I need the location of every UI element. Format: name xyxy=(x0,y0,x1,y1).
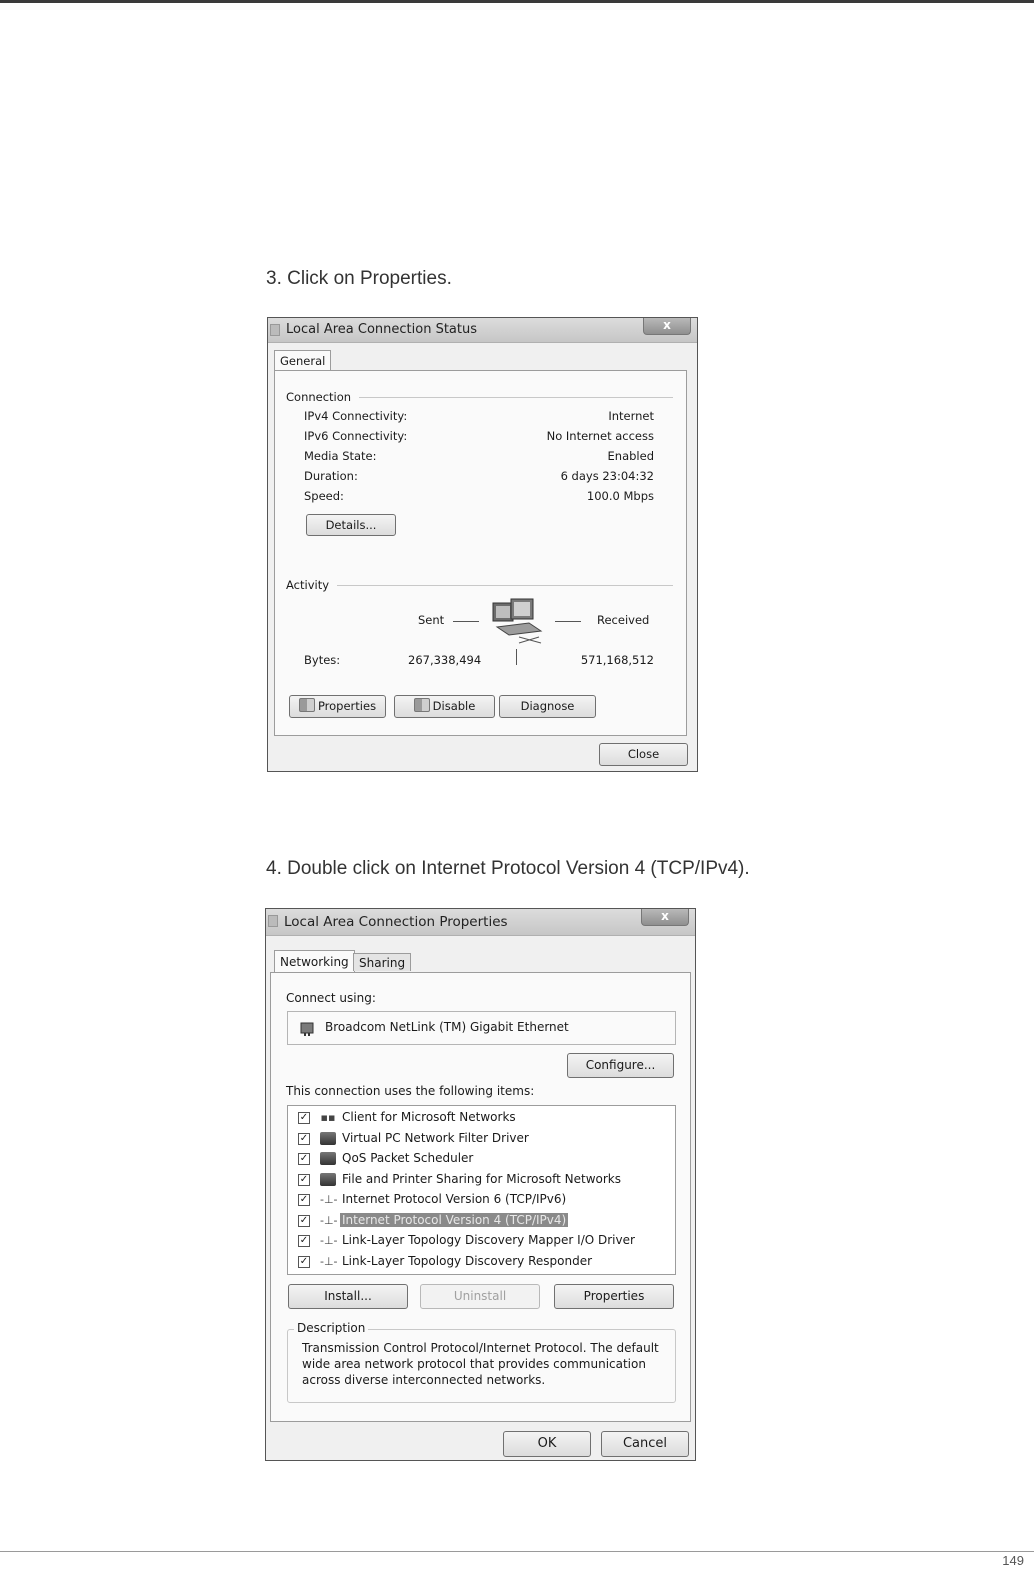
page-number: 149 xyxy=(1002,1553,1024,1568)
ipv4-connectivity-label: IPv4 Connectivity: xyxy=(304,409,408,423)
protocol-icon: -⊥- xyxy=(320,1255,338,1268)
connection-status-dialog xyxy=(267,317,698,772)
items-label: This connection uses the following items: xyxy=(286,1084,535,1098)
item-label: Link-Layer Topology Discovery Responder xyxy=(342,1254,593,1268)
uninstall-button[interactable]: Uninstall xyxy=(420,1284,540,1309)
tab-general[interactable]: General xyxy=(274,350,331,370)
speed-label: Speed: xyxy=(304,489,344,503)
sent-label: Sent xyxy=(418,613,445,627)
tab-networking[interactable]: Networking xyxy=(274,950,355,973)
ipv4-connectivity-value: Internet xyxy=(608,409,654,423)
media-state-label: Media State: xyxy=(304,449,377,463)
speed-value: 100.0 Mbps xyxy=(586,489,654,503)
item-label: Virtual PC Network Filter Driver xyxy=(342,1131,529,1145)
connection-group-label: Connection xyxy=(286,390,359,404)
description-line-3: across diverse interconnected networks. xyxy=(302,1373,546,1387)
item-label: Client for Microsoft Networks xyxy=(342,1110,516,1124)
bytes-received-value: 571,168,512 xyxy=(580,653,654,667)
checkbox[interactable]: ✓ xyxy=(299,1174,309,1185)
protocol-icon: -⊥- xyxy=(320,1193,338,1206)
adapter-field[interactable] xyxy=(287,1011,676,1045)
received-line xyxy=(555,621,581,622)
properties-button-label: Properties xyxy=(317,699,377,713)
item-label: Internet Protocol Version 6 (TCP/IPv6) xyxy=(342,1192,567,1206)
dialog-title: Local Area Connection Properties xyxy=(284,914,508,930)
ipv6-connectivity-value: No Internet access xyxy=(546,429,654,443)
duration-label: Duration: xyxy=(304,469,358,483)
title-bar[interactable] xyxy=(268,318,697,343)
service-icon xyxy=(320,1173,336,1186)
shield-icon xyxy=(414,698,430,712)
connection-properties-dialog xyxy=(265,908,696,1461)
service-icon xyxy=(320,1152,336,1165)
duration-value: 6 days 23:04:32 xyxy=(560,469,654,483)
general-tab-panel xyxy=(274,370,687,736)
activity-group-label: Activity xyxy=(286,578,337,592)
checkbox[interactable]: ✓ xyxy=(299,1256,309,1267)
system-menu-icon[interactable] xyxy=(268,915,278,927)
item-label: Internet Protocol Version 4 (TCP/IPv4) xyxy=(342,1213,567,1227)
close-window-button[interactable]: x xyxy=(643,318,691,335)
details-button[interactable]: Details... xyxy=(306,514,396,536)
checkbox[interactable]: ✓ xyxy=(299,1235,309,1246)
step-3-instruction: 3. Click on Properties. xyxy=(266,268,452,289)
networking-tab-panel xyxy=(270,972,691,1422)
protocol-icon: -⊥- xyxy=(320,1214,338,1227)
description-label: Description xyxy=(294,1321,368,1335)
properties-button[interactable] xyxy=(289,695,386,718)
connect-using-label: Connect using: xyxy=(286,991,376,1005)
configure-button[interactable]: Configure... xyxy=(567,1053,674,1078)
bytes-label: Bytes: xyxy=(304,653,341,667)
service-icon xyxy=(320,1132,336,1145)
checkbox[interactable]: ✓ xyxy=(299,1133,309,1144)
checkbox[interactable]: ✓ xyxy=(299,1153,309,1164)
bytes-divider xyxy=(516,649,517,665)
tab-sharing[interactable]: Sharing xyxy=(353,953,411,971)
system-menu-icon[interactable] xyxy=(270,324,280,336)
disable-button-label: Disable xyxy=(432,699,476,713)
item-label: QoS Packet Scheduler xyxy=(342,1151,474,1165)
ipv6-connectivity-label: IPv6 Connectivity: xyxy=(304,429,408,443)
shield-icon xyxy=(299,698,315,712)
network-adapter-icon xyxy=(299,1019,317,1037)
item-label: Link-Layer Topology Discovery Mapper I/O Driver xyxy=(342,1233,635,1247)
description-line-1: Transmission Control Protocol/Internet Protocol. The default xyxy=(302,1341,659,1355)
bytes-sent-value: 267,338,494 xyxy=(408,653,482,667)
checkbox[interactable]: ✓ xyxy=(299,1215,309,1226)
description-line-2: wide area network protocol that provides communication xyxy=(302,1357,646,1371)
close-button[interactable]: Close xyxy=(599,743,688,766)
protocol-icon: -⊥- xyxy=(320,1234,338,1247)
description-group xyxy=(287,1321,676,1403)
sent-line xyxy=(453,621,479,622)
item-label: File and Printer Sharing for Microsoft Networks xyxy=(342,1172,621,1186)
close-window-button[interactable]: x xyxy=(641,909,689,926)
components-list[interactable] xyxy=(287,1105,676,1275)
network-client-icon: ▪▪ xyxy=(320,1111,336,1124)
title-bar[interactable] xyxy=(266,909,695,936)
connection-divider xyxy=(355,397,673,398)
network-computers-icon xyxy=(489,597,551,647)
checkbox[interactable]: ✓ xyxy=(299,1112,309,1123)
received-label: Received xyxy=(597,613,650,627)
media-state-value: Enabled xyxy=(607,449,654,463)
step-4-instruction: 4. Double click on Internet Protocol Version 4 (TCP/IPv4). xyxy=(266,858,750,879)
activity-divider xyxy=(337,585,673,586)
ok-button[interactable]: OK xyxy=(503,1431,591,1457)
dialog-title: Local Area Connection Status xyxy=(286,322,477,337)
install-button[interactable]: Install... xyxy=(288,1284,408,1309)
adapter-name: Broadcom NetLink (TM) Gigabit Ethernet xyxy=(325,1020,569,1034)
diagnose-button[interactable]: Diagnose xyxy=(499,695,596,718)
item-properties-button[interactable]: Properties xyxy=(554,1284,674,1309)
top-rule xyxy=(0,0,1034,3)
bottom-rule xyxy=(0,1551,1034,1552)
cancel-button[interactable]: Cancel xyxy=(601,1431,689,1457)
disable-button[interactable] xyxy=(394,695,495,718)
checkbox[interactable]: ✓ xyxy=(299,1194,309,1205)
